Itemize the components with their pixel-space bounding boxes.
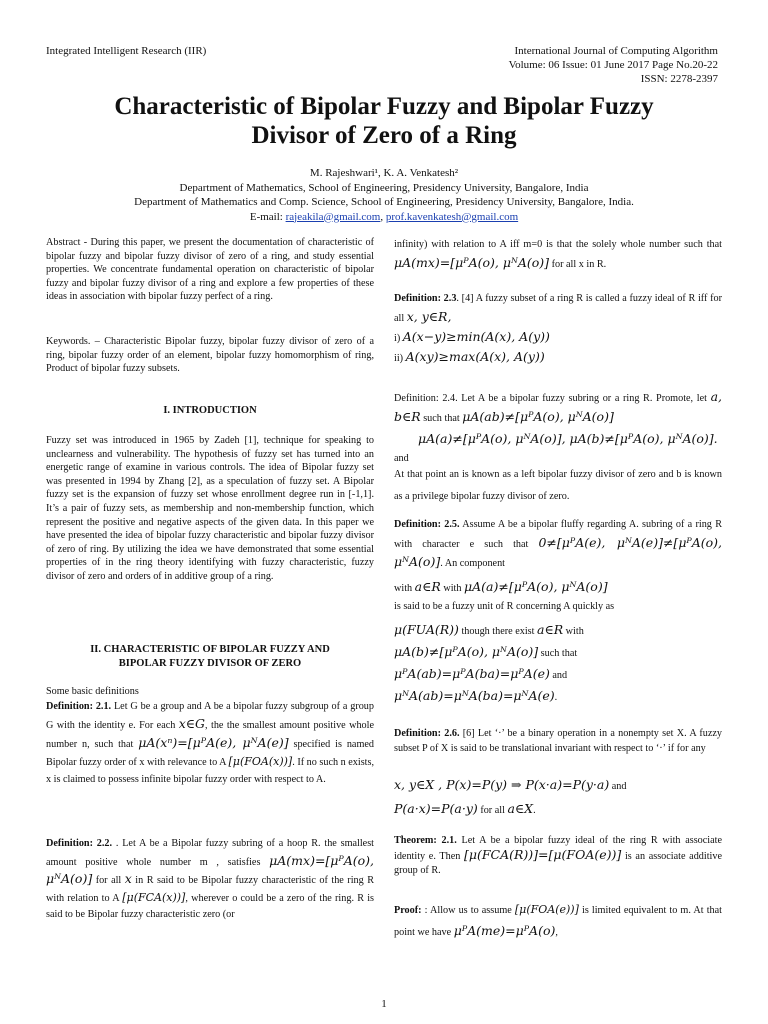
math-equation: μᴺA(ab)=μᴺA(ba)=μᴺA(e) xyxy=(394,688,555,703)
email-link-2[interactable]: prof.kavenkatesh@gmail.com xyxy=(385,210,519,223)
proof-text: : Allow us to assume xyxy=(421,905,515,916)
definition-2-6-equations xyxy=(394,774,722,822)
definition-text: Assume A be a bipolar fluffy regarding A. subring of a ring R with character e such that xyxy=(394,519,722,550)
running-header-left: Integrated Intelligent Research (IIR) xyxy=(46,45,207,57)
definition-2-4-conclusion: At that point an is known as a left bipolar fuzzy divisor of zero and b is known as a privilege bipolar fuzzy divisor of zero. xyxy=(394,469,722,502)
math-expression: μ(FUA(R)) xyxy=(394,622,459,637)
section-heading-2-line-2: BIPOLAR FUZZY DIVISOR OF ZERO xyxy=(118,657,302,669)
proof-text: is limited equivalent to m. At that point we have xyxy=(394,905,722,938)
keywords: Keywords. – Characteristic Bipolar fuzzy, bipolar fuzzy divisor of zero of a ring, bipolar fuzzy order of an element, bipolar fuzzy homomorphism of ring, Product of bipolar fuzzy subsets. xyxy=(46,336,374,375)
abstract: Abstract - During this paper, we present the documentation of characteristic of bipolar fuzzy and bipolar fuzzy divisor of zero of a ring, and study essential properties. We concentrate fundamental operation on characteristic of bipolar fuzzy and bipolar fuzzy divisor of a ring and explore a few properties of these ideas in association with bipolar fuzzy perfect of a ring. xyxy=(46,237,374,303)
definition-text: with xyxy=(394,583,415,594)
equation-line xyxy=(394,798,722,822)
definition-2-4 xyxy=(394,388,722,428)
punctuation: . xyxy=(554,692,558,703)
math-expression: a∈R xyxy=(414,579,441,594)
definition-text: order of x with relevance to A xyxy=(104,757,229,768)
math-expression: a, b∈R xyxy=(394,389,722,424)
proof xyxy=(394,900,722,943)
math-equation: μA(b)≠[μᴾA(o), μᴺA(o)] xyxy=(394,644,539,659)
condition-label: ii) xyxy=(394,353,404,364)
equation-line xyxy=(394,642,722,664)
definition-2-3 xyxy=(394,290,722,328)
punctuation: , xyxy=(555,927,558,938)
email-link-1[interactable]: rajeakila@gmail.com xyxy=(285,210,381,223)
math-expression: x, y∈R, xyxy=(406,309,452,324)
theorem-2-1 xyxy=(394,834,722,878)
definition-label: Definition: 2.6. xyxy=(394,728,460,739)
theorem-text: Let A be a bipolar fuzzy ideal of the ring R with associate identity e. Then xyxy=(394,835,722,862)
theorem-text: is an associate additive group of R. xyxy=(394,851,722,876)
math-equation: A(x−y)≥min(A(x), A(y)) xyxy=(402,329,550,344)
author-block xyxy=(40,166,728,224)
definition-text: such that xyxy=(538,648,578,659)
definition-label: Definition: 2.3 xyxy=(394,293,457,304)
definition-text: though there exist xyxy=(458,626,537,637)
math-equation: 0≠[μᴾA(e), μᴺA(e)]≠[μᴾA(o), μᴺA(o)] xyxy=(394,534,723,569)
paper-title xyxy=(40,92,728,150)
math-equation: μA(mx)=[μᴾA(o), μᴺA(o)] xyxy=(394,255,550,270)
introduction-text: Fuzzy set was introduced in 1965 by Zadeh [1], technique for speaking to unclearness and vulnerability. The hypothesis of fuzzy set has turned into an energetic range of examine in various controls. The idea of Bipolar fuzzy set was presented in 1994 by Zhang [2], as a speculation of fuzzy set. A Bipolar fuzzy set is the expansion of fuzzy set whose enrollment degree run in [-1,1]. It’s a pair of fuzzy sets, as membership and non-membership function, which represent the positive and negative aspects of the given data. In this paper we have presented the idea of bipolar fuzzy characteristic and bipolar fuzzy divisor of zero of ring. By utilizing the idea we have demonstrated that some essential properties of in the ring theory identifying with fuzzy characteristic, fuzzy divisor of zero and orders of in additive group of a ring. xyxy=(46,435,374,582)
math-equation: μA(a)≠[μᴾA(o), μᴺA(o)], μA(b)≠[μᴾA(o), μᴺA(o)]. xyxy=(418,431,718,446)
journal-name: International Journal of Computing Algorithm xyxy=(514,45,718,57)
math-expression: a∈R xyxy=(537,622,564,637)
math-expression: [μ(FOA(x))] xyxy=(228,755,293,768)
math-equation: μA(a)≠[μᴾA(o), μᴺA(o)] xyxy=(464,579,608,594)
definition-2-5-equations xyxy=(394,642,722,708)
email-label: E-mail: xyxy=(249,210,286,223)
equation-line xyxy=(394,774,722,798)
conjunction-text: and xyxy=(394,453,409,464)
definition-text: . [4] A fuzzy subset of a ring R is called a fuzzy ideal of R iff for all xyxy=(394,293,722,324)
definition-2-5-unit xyxy=(394,578,722,616)
definition-text: for all xyxy=(477,805,508,816)
definition-text: , the the smallest amount positive whole number n, such that xyxy=(46,720,375,750)
definition-text: . Let A be a Bipolar fuzzy subring of a hoop R. the smallest amount positive whole number m , satisfies xyxy=(46,838,374,868)
definition-text: in R said to be Bipolar fuzzy characteristic of the ring R with relation to A xyxy=(46,875,374,904)
definition-2-2-continued xyxy=(394,236,722,274)
section-heading-introduction: I. INTRODUCTION xyxy=(163,405,257,416)
definition-2-3-conditions xyxy=(394,328,722,368)
definition-text: infinity) with relation to A iff m=0 is that the solely whole number such that xyxy=(394,239,722,250)
conjunction-text: and xyxy=(611,781,627,792)
author-names: M. Rajeshwari¹, K. A. Venkatesh² xyxy=(309,167,459,179)
definition-text: Let G be a group and A be a bipolar fuzzy subgroup of a group G with the identity e. For each xyxy=(46,701,374,731)
conjunction-text: and xyxy=(552,670,568,681)
condition-label: i) xyxy=(394,333,401,344)
definition-label: Definition: 2.2. xyxy=(46,838,113,849)
math-equation: μᴾA(me)=μᴾA(o) xyxy=(453,923,556,938)
title-line-1: Characteristic of Bipolar Fuzzy and Bipolar Fuzzy xyxy=(114,93,654,120)
math-equation: P(a·x)=P(a·y) xyxy=(394,801,478,816)
definition-text: . An component xyxy=(440,558,505,569)
definition-label: Definition: 2.5. xyxy=(394,519,460,530)
math-equation: μA(ab)≠[μᴾA(o), μᴺA(o)] xyxy=(462,409,614,424)
definition-text: such that xyxy=(420,413,463,424)
email-line xyxy=(40,210,728,225)
definition-text: with xyxy=(440,583,465,594)
math-equation: μᴾA(ab)=μᴾA(ba)=μᴾA(e) xyxy=(394,666,550,681)
definition-2-2 xyxy=(46,836,374,924)
definition-text: . If no such n exists, x is claimed to possess infinite bipolar fuzzy order with respect to A. xyxy=(46,757,375,785)
math-expression: x∈G xyxy=(178,716,206,731)
definition-text: is said to be a fuzzy unit of R concerning A quickly as xyxy=(394,601,615,612)
definition-text: specified is named Bipolar fuzzy xyxy=(46,739,374,768)
definition-2-5 xyxy=(394,516,722,573)
page-number: 1 xyxy=(381,998,387,1010)
definition-label: Definition: 2.1. xyxy=(46,701,112,712)
definition-2-5-condition xyxy=(394,620,722,642)
section-heading-2-line-1: II. CHARACTERISTIC OF BIPOLAR FUZZY AND xyxy=(90,644,330,655)
definition-text: Definition: 2.4. Let A be a bipolar fuzzy subring or a ring R. Promote, let xyxy=(394,393,711,404)
condition-2 xyxy=(394,348,722,368)
definition-text: , wherever o could be a zero of the ring. R is said to be Bipolar fuzzy characteristic zero (or xyxy=(46,892,375,920)
definition-text: for all x in R. xyxy=(549,259,607,270)
theorem-label: Theorem: 2.1. xyxy=(394,835,457,846)
running-header-right xyxy=(509,44,718,86)
equation-line xyxy=(394,664,722,686)
email-separator: , xyxy=(380,210,386,223)
math-equation: x, y∈X , P(x)=P(y) ⇒ P(x·a)=P(y·a) xyxy=(394,777,610,792)
math-equation: μA(mx)=[μᴾA(o), μᴺA(o)] xyxy=(46,852,374,886)
math-expression: [μ(FCA(x))] xyxy=(122,890,186,904)
math-equation: A(xy)≥max(A(x), A(y)) xyxy=(405,349,545,364)
punctuation: . xyxy=(533,805,536,816)
affiliation-2: Department of Mathematics and Comp. Science, School of Engineering, Presidency University, Bangalore, India. xyxy=(134,196,634,208)
definition-text: for all xyxy=(92,875,125,886)
definition-2-6 xyxy=(394,726,722,756)
math-expression: [μ(FOA(e))] xyxy=(514,903,579,916)
section-heading-2 xyxy=(46,643,374,670)
definition-text: with xyxy=(563,626,584,637)
definition-2-1 xyxy=(46,698,374,788)
math-equation: [μ(FCA(R))]=[μ(FOA(e))] xyxy=(464,847,622,862)
volume-info: Volume: 06 Issue: 01 June 2017 Page No.20-22 xyxy=(508,59,718,71)
equation-line xyxy=(394,686,722,708)
title-line-2: Divisor of Zero of a Ring xyxy=(251,122,517,149)
math-expression: a∈X xyxy=(507,801,534,816)
affiliation-1: Department of Mathematics, School of Engineering, Presidency University, Bangalore, India xyxy=(179,181,589,194)
issn: ISSN: 2278-2397 xyxy=(640,73,718,85)
definition-2-4-equation xyxy=(394,430,722,468)
definition-text: [6] Let ‘·’ be a binary operation in a nonempty set X. A fuzzy subset P of X is said to be translational invariant with respect to ‘·’ if for any xyxy=(394,728,722,754)
condition-1 xyxy=(394,328,722,348)
math-variable: x xyxy=(124,871,132,886)
proof-label: Proof: xyxy=(394,905,422,916)
math-equation: μA(xⁿ)=[μᴾA(e), μᴺA(e)] xyxy=(138,735,289,750)
basic-definitions-label: Some basic definitions xyxy=(46,686,139,697)
